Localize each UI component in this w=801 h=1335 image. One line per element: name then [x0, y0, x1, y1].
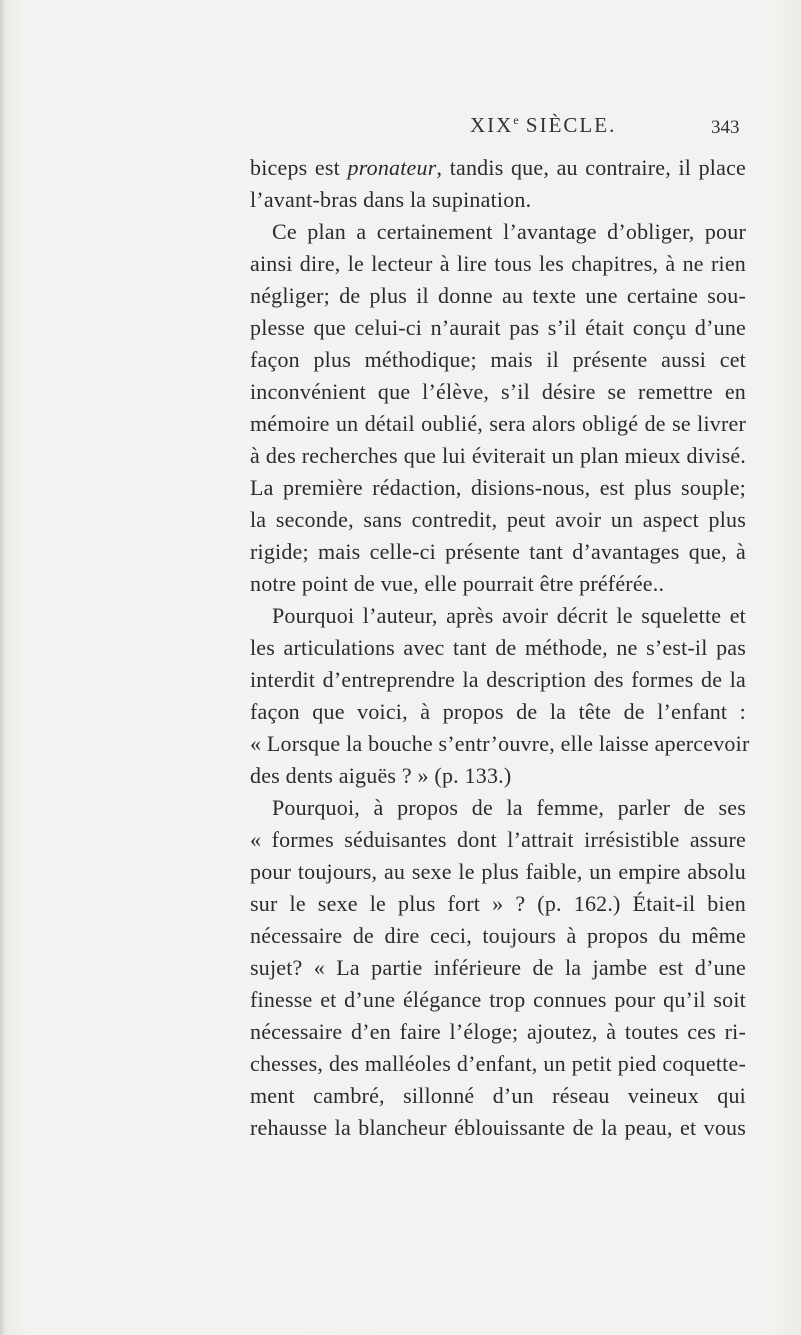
text-line: nécessaire de dire ceci, toujours à propos du même: [250, 923, 746, 948]
text-line: des dents aiguës ? » (p. 133.): [250, 763, 512, 788]
paragraph-start-line: Pourquoi l’auteur, après avoir décrit le squelette et: [272, 603, 746, 628]
text-line: façon plus méthodique; mais il présente aussi cet: [250, 347, 746, 372]
text-line: ainsi dire, le lecteur à lire tous les chapitres, à ne rien: [250, 251, 746, 276]
text-line: à des recherches que lui éviterait un plan mieux divisé.: [250, 443, 746, 468]
text-line: chesses, des malléoles d’enfant, un petit pied coquette-: [250, 1051, 746, 1076]
text-line: « Lorsque la bouche s’entr’ouvre, elle laisse apercevoir: [250, 731, 750, 756]
text-line: notre point de vue, elle pourrait être préférée..: [250, 571, 665, 596]
text-line: nécessaire d’en faire l’éloge; ajoutez, à toutes ces ri-: [250, 1019, 746, 1044]
text-line: négliger; de plus il donne au texte une certaine sou-: [250, 283, 746, 308]
text-line: interdit d’entreprendre la description des formes de la: [250, 667, 746, 692]
text-line: l’avant-bras dans la supination.: [250, 187, 532, 212]
text-line: rehausse la blancheur éblouissante de la peau, et vous: [250, 1115, 746, 1140]
text-line: mémoire un détail oublié, sera alors obligé de se livrer: [250, 411, 746, 436]
running-head: [0, 113, 801, 143]
page-number: 343: [711, 117, 740, 138]
paragraph-start-line: Pourquoi, à propos de la femme, parler de ses: [272, 795, 746, 820]
text-line: La première rédaction, disions-nous, est plus souple;: [250, 475, 746, 500]
page-gutter-shadow: [0, 0, 6, 1335]
text-line: façon que voici, à propos de la tête de l’enfant :: [250, 699, 746, 724]
text-line: sur le sexe le plus fort » ? (p. 162.) Était-il bien: [250, 891, 746, 916]
text-line: plesse que celui-ci n’aurait pas s’il était conçu d’une: [250, 315, 746, 340]
running-title: XIXe SIÈCLE.: [470, 113, 617, 137]
text-line: finesse et d’une élégance trop connues pour qu’il soit: [250, 987, 746, 1012]
text-line: la seconde, sans contredit, peut avoir un aspect plus: [250, 507, 746, 532]
text-line: les articulations avec tant de méthode, ne s’est-il pas: [250, 635, 746, 660]
text-line: ment cambré, sillonné d’un réseau veineux qui: [250, 1083, 746, 1108]
text-line: « formes séduisantes dont l’attrait irrésistible assure: [250, 827, 746, 852]
text-line: biceps est pronateur, tandis que, au contraire, il place: [250, 155, 746, 180]
text-line: pour toujours, au sexe le plus faible, un empire absolu: [250, 859, 746, 884]
text-line: inconvénient que l’élève, s’il désire se remettre en: [250, 379, 746, 404]
text-line: sujet? « La partie inférieure de la jambe est d’une: [250, 955, 746, 980]
paragraph-start-line: Ce plan a certainement l’avantage d’obliger, pour: [272, 219, 746, 244]
text-line: rigide; mais celle-ci présente tant d’avantages que, à: [250, 539, 746, 564]
